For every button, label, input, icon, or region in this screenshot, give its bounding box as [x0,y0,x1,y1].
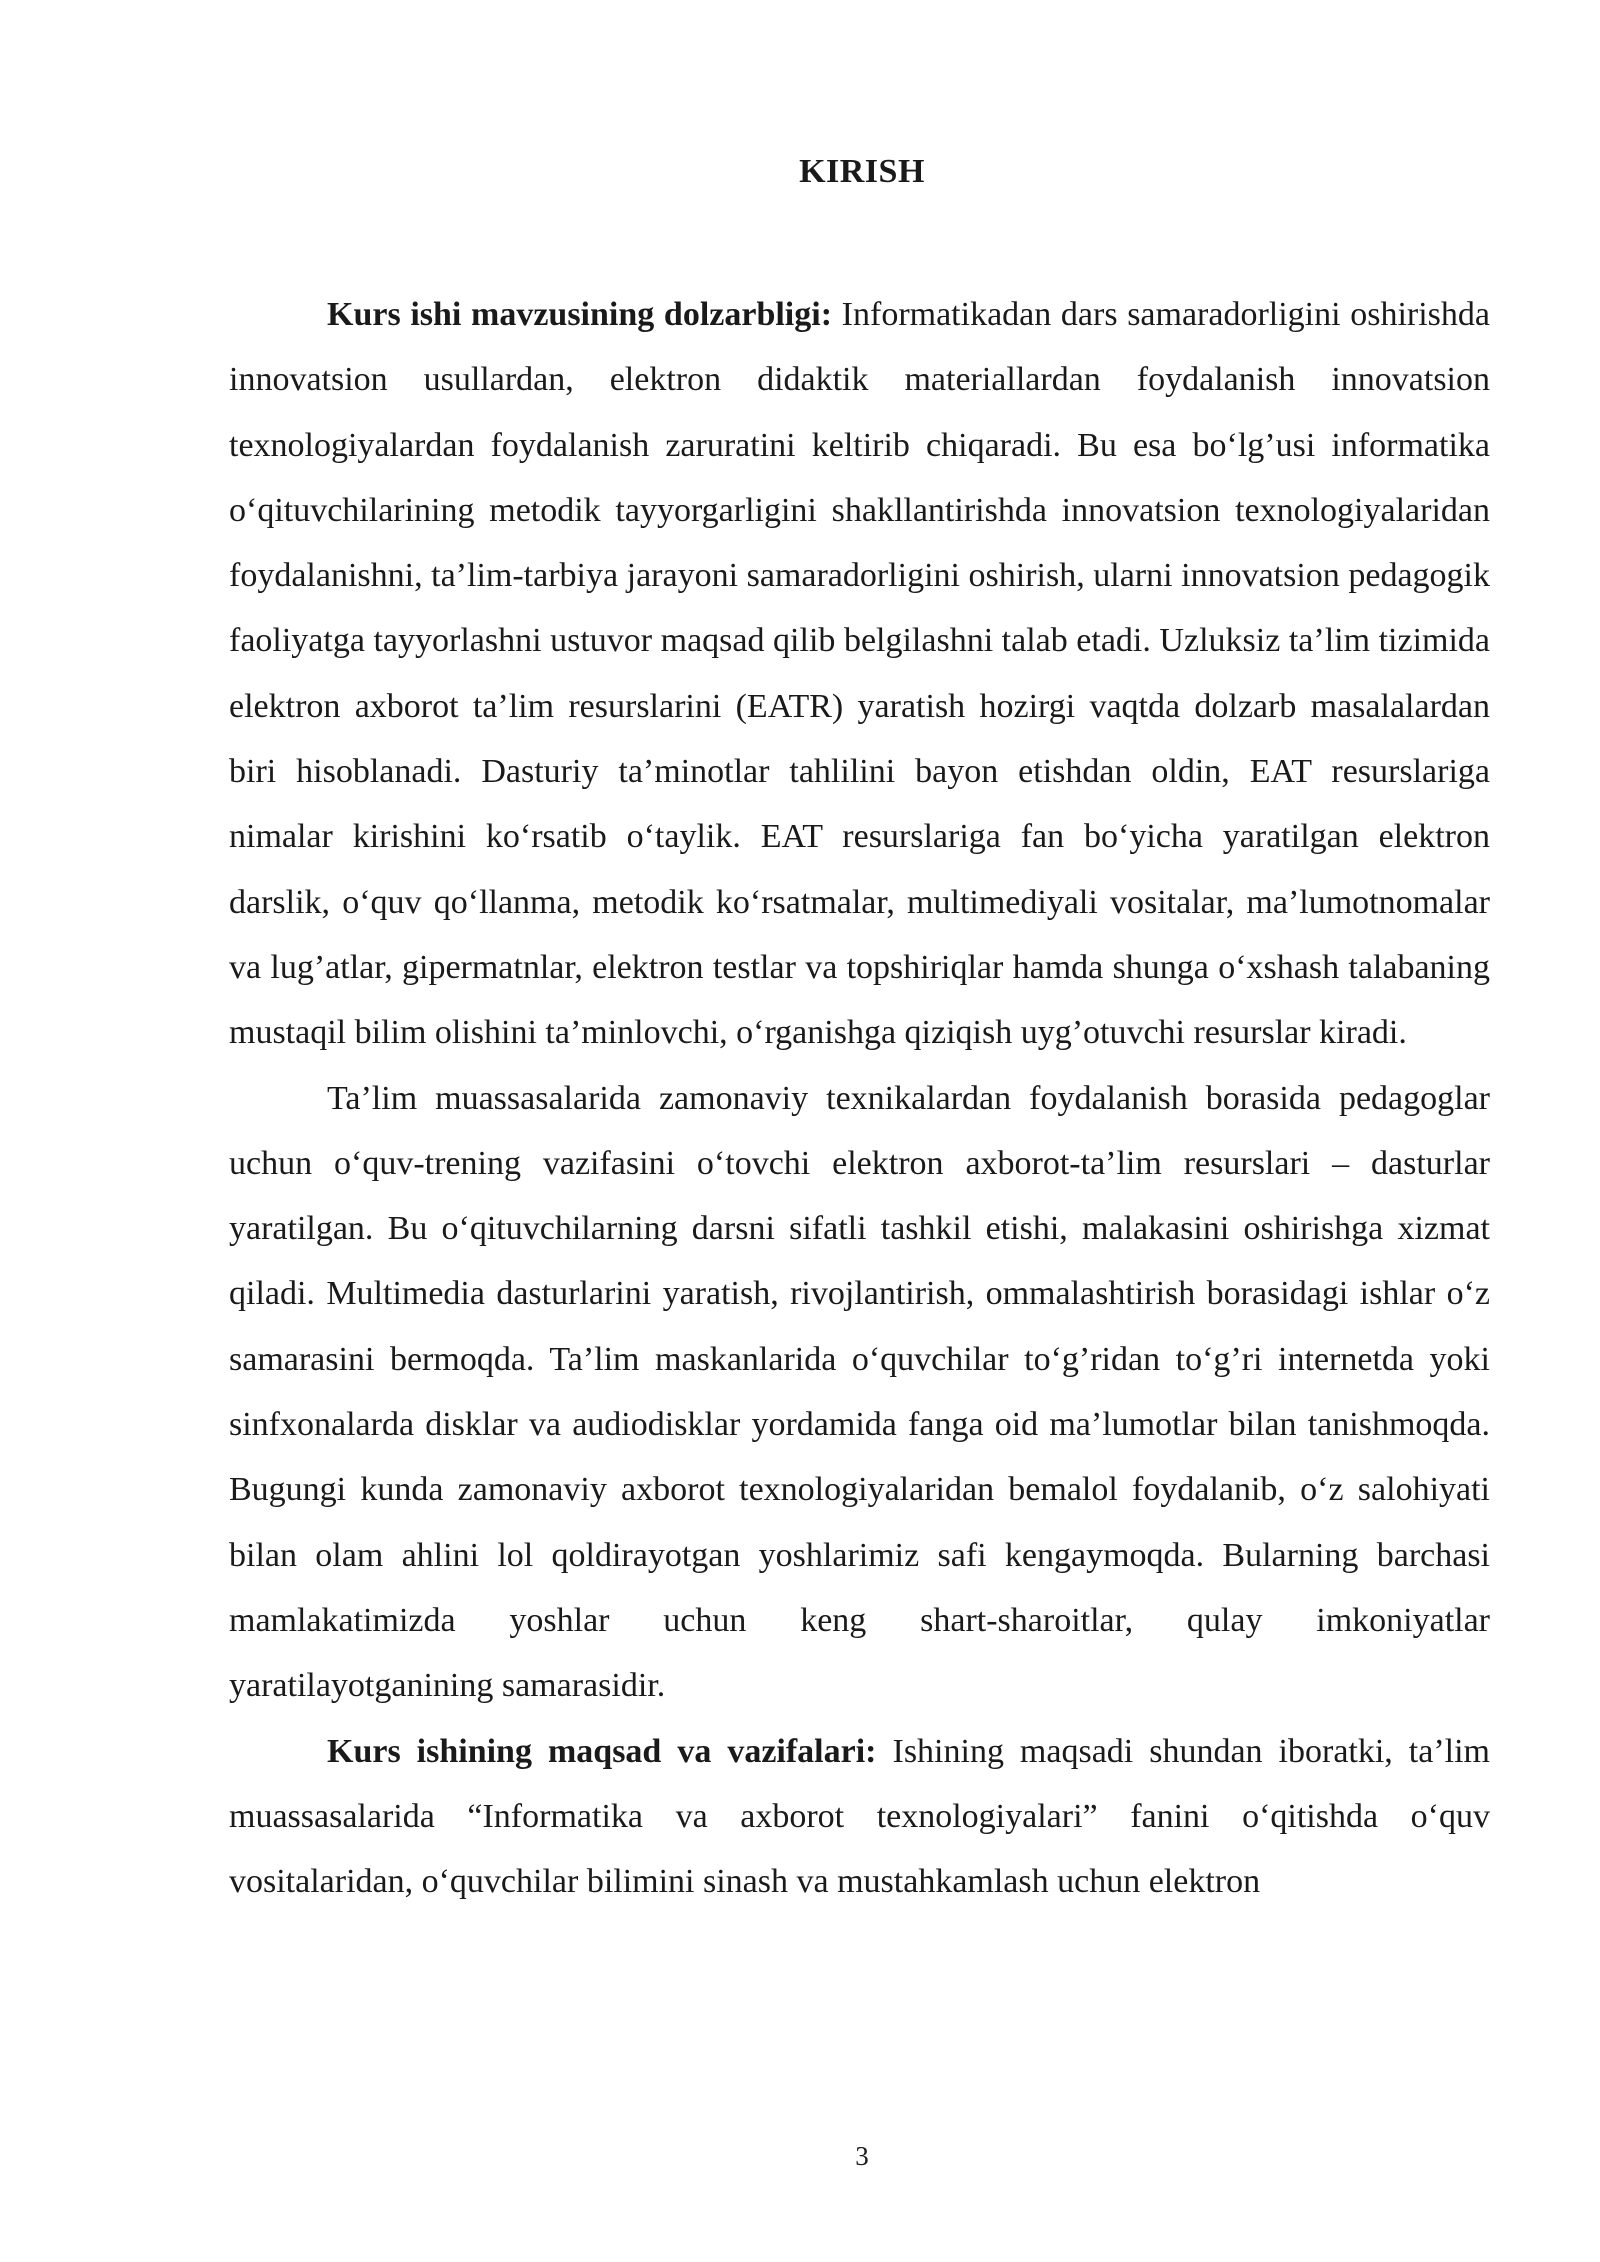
paragraph-lead: Kurs ishining maqsad va vazifalari: [327,1732,877,1770]
paragraph-text: Ta’lim muassasalarida zamonaviy texnikalardan foydalanish borasida pedagoglar uchun o‘quv-trening vazifasini o‘tovchi elektron axborot-ta’lim resurslari – dasturlar yaratilgan. Bu o‘qituvchilarning darsni sifatli tashkil etishi, malakasini oshirishga xizmat qiladi. Multimedia dasturlarini yaratish, rivojlantirish, ommalashtirish borasidagi ishlar o‘z samarasini bermoqda. Ta’lim maskanlarida o‘quvchilar to‘g’ridan to‘g’ri internetda yoki sinfxonalarda disklar va audiodisklar yordamida fanga oid ma’lumotlar bilan tanishmoqda. Bugungi kunda zamonaviy axborot texnologiyalaridan bemalol foydalanib, o‘z salohiyati bilan olam ahlini lol qoldirayotgan yoshlarimiz safi kengaymoqda. Bularning barchasi mamlakatimizda yoshlar uchun keng shart-sharoitlar, qulay imkoniyatlar yaratilayotganining samarasidir. [229,1079,1490,1705]
paragraph-text: Ishining maqsadi shundan iboratki, ta’lim muassasalarida “Informatika va axborot texnologiyalari” fanini o‘qitishda o‘quv vositalaridan, o‘quvchilar bilimini sinash va mustahkamlash uchun elektron [229,1732,1490,1901]
page-title: KIRISH [799,153,925,190]
paragraph-goals [229,1719,1490,1915]
paragraph-text: Informatikadan dars samaradorligini oshirishda innovatsion usullardan, elektron didaktik materiallardan foydalanish innovatsion texnologiyalardan foydalanish zaruratini keltirib chiqaradi. Bu esa bo‘lg’usi informatika o‘qituvchilarining metodik tayyorgarligini shakllantirishda innovatsion texnologiyalaridan foydalanishni, ta’lim-tarbiya jarayoni samaradorligini oshirish, ularni innovatsion pedagogik faoliyatga tayyorlashni ustuvor maqsad qilib belgilashni talab etadi. Uzluksiz ta’lim tizimida elektron axborot ta’lim resurslarini (EATR) yaratish hozirgi vaqtda dolzarb masalalardan biri hisoblanadi. Dasturiy ta’minotlar tahlilini bayon etishdan oldin, EAT resurslariga nimalar kirishini ko‘rsatib o‘taylik. EAT resurslariga fan bo‘yicha yaratilgan elektron darslik, o‘quv qo‘llanma, metodik ko‘rsatmalar, multimediyali vositalar, ma’lumotnomalar va lug’atlar, gipermatnlar, elektron testlar va topshiriqlar hamda shunga o‘xshash talabaning mustaqil bilim olishini ta’minlovchi, o‘rganishga qiziqish uyg’otuvchi resurslar kiradi. [229,296,1490,1052]
body-text [229,282,1490,1914]
page-number: 3 [855,2141,869,2171]
paragraph-relevance [229,282,1490,1066]
paragraph-resources [229,1066,1490,1719]
paragraph-lead: Kurs ishi mavzusining dolzarbligi: [327,296,833,333]
